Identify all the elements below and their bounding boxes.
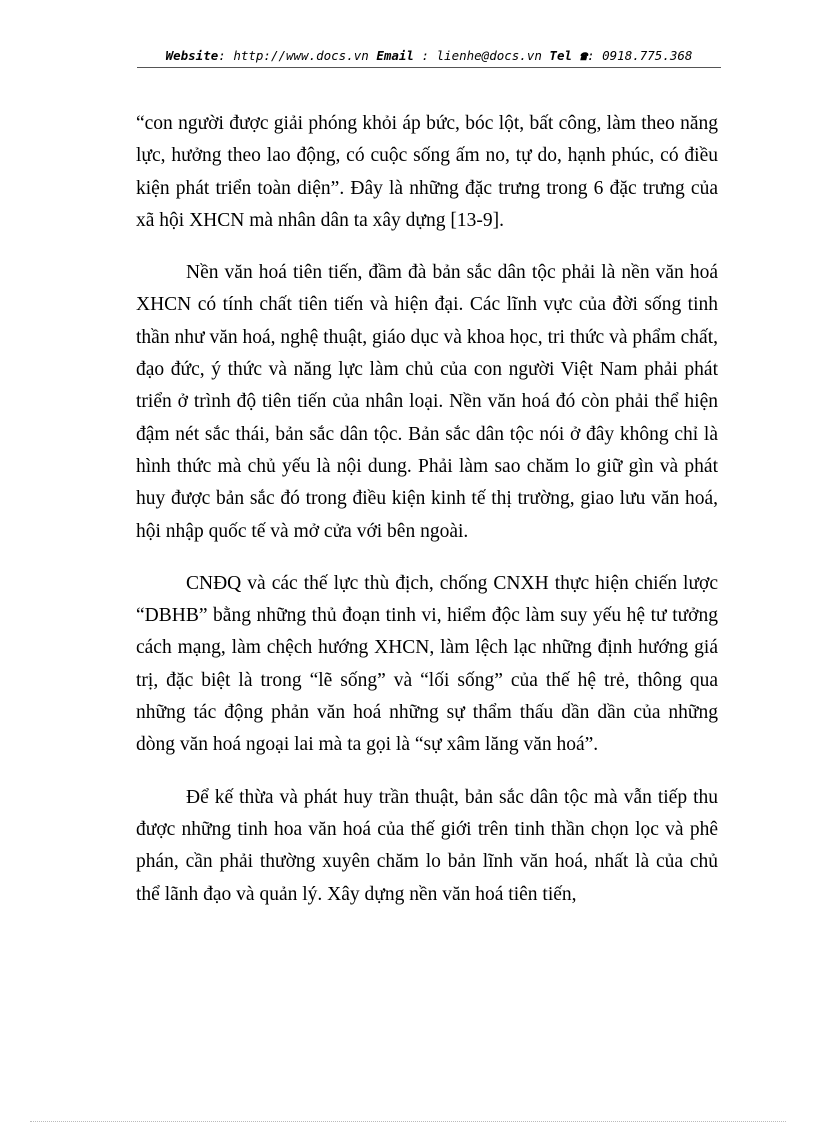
tel-value: : 0918.775.368 bbox=[587, 48, 693, 63]
website-label: Website bbox=[165, 48, 219, 63]
paragraph-1: “con người được giải phóng khỏi áp bức, bóc lột, bất công, làm theo năng lực, hưởng theo lao động, có cuộc sống ấm no, tự do, hạnh phúc, có điều kiện phát triển toàn diện”. Đây là những đặc trưng trong 6 đặc trưng của xã hội XHCN mà nhân dân ta xây dựng [13-9]. bbox=[136, 113, 718, 231]
paragraph-2: Nền văn hoá tiên tiến, đầm đà bản sắc dân tộc phải là nền văn hoá XHCN có tính chất tiên tiến và hiện đại. Các lĩnh vực của đời sống tinh thần như văn hoá, nghệ thuật, giáo dục và khoa học, tri thức và phẩm chất, đạo đức, ý thức và năng lực làm chủ của con người Việt Nam phải phát triển ở trình độ tiên tiến của nhân loại. Nền văn hoá đó còn phải thể hiện đậm nét sắc thái, bản sắc dân tộc. Bản sắc dân tộc nói ở đây không chỉ là hình thức mà chủ yếu là nội dung. Phải làm sao chăm lo giữ gìn và phát huy được bản sắc đó trong điều kiện kinh tế thị trường, giao lưu văn hoá, hội nhập quốc tế và mở cửa với bên ngoài. bbox=[136, 262, 718, 542]
page-header bbox=[137, 46, 721, 66]
paragraph-4: Để kế thừa và phát huy trần thuật, bản sắc dân tộc mà vẫn tiếp thu được những tinh hoa văn hoá của thế giới trên tinh thần chọn lọc và phê phán, cần phải thường xuyên chăm lo bản lĩnh văn hoá, nhất là của chủ thể lãnh đạo và quản lý. Xây dựng nền văn hoá tiên tiến, bbox=[136, 786, 718, 905]
tel-label: Tel bbox=[549, 48, 572, 63]
website-value: : http://www.docs.vn bbox=[218, 48, 377, 63]
email-value: : lienhe@docs.vn bbox=[413, 48, 550, 63]
phone-icon: ☎ bbox=[579, 48, 588, 63]
footer-divider bbox=[30, 1121, 786, 1122]
document-body bbox=[136, 108, 718, 931]
header-divider bbox=[137, 67, 721, 68]
email-label: Email bbox=[376, 48, 414, 63]
paragraph-3: CNĐQ và các thế lực thù địch, chống CNXH thực hiện chiến lược “DBHB” bằng những thủ đoạn tinh vi, hiểm độc làm suy yếu hệ tư tưởng cách mạng, làm chệch hướng XHCN, làm lệch lạc những định hướng giá trị, đặc biệt là trong “lẽ sống” và “lối sống” của thế hệ trẻ, thông qua những tác động phản văn hoá những sự thẩm thấu dần dần của những dòng văn hoá ngoại lai mà ta gọi là “sự xâm lăng văn hoá”. bbox=[136, 572, 718, 756]
